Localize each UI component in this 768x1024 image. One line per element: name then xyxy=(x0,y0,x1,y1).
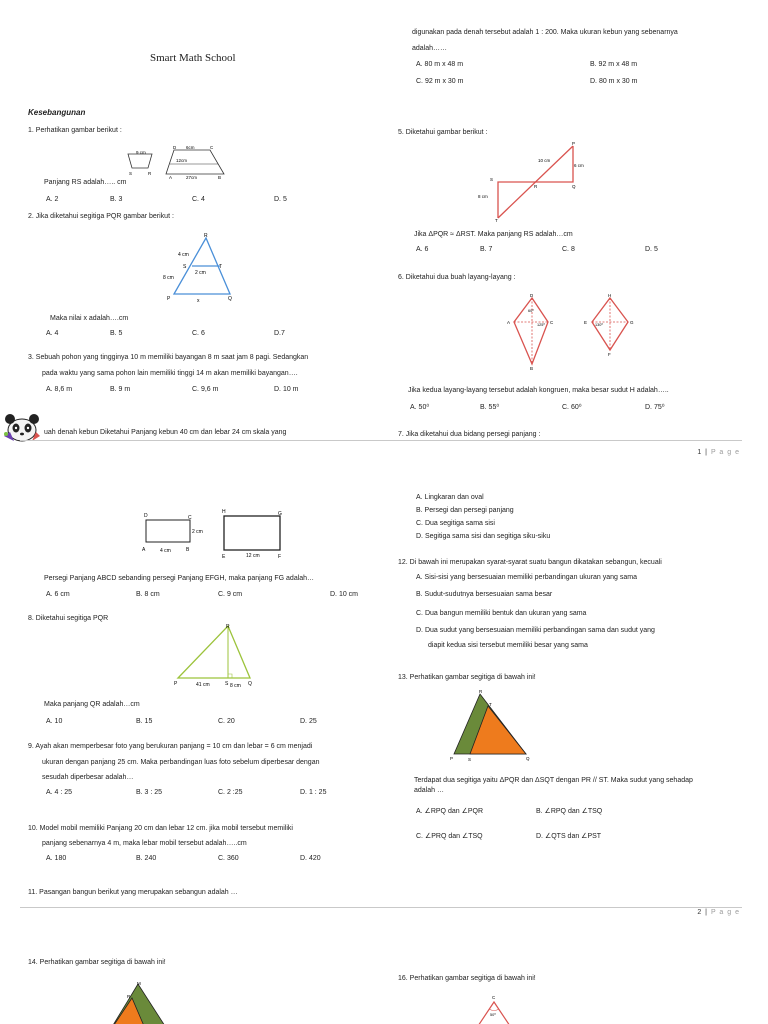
q6-label-h: H xyxy=(608,293,612,298)
q13-line1: Terdapat dua segitiga yaitu ΔPQR dan ΔSQT dengan PR // ST. Maka sudut yang sehadap xyxy=(414,777,693,784)
q5-label-6cm: 6 cm xyxy=(574,163,584,168)
q7-label-h: H xyxy=(222,509,226,515)
q6-label-g: G xyxy=(630,320,634,325)
q10-line1: 10. Model mobil memiliki Panjang 20 cm dan lebar 12 cm. jika mobil tersebut memiliki xyxy=(28,825,293,832)
q2-option-a[interactable]: A. 4 xyxy=(46,330,59,337)
q13-label-s: S xyxy=(468,757,472,762)
q5-question: Jika ΔPQR ≈ ΔRST. Maka panjang RS adalah…cm xyxy=(414,231,573,238)
q8-label-r: R xyxy=(226,624,230,630)
q2-label-q: Q xyxy=(228,296,232,302)
q4-stem: uah denah kebun Diketahui Panjang kebun 40 cm dan lebar 24 cm skala yang xyxy=(44,429,287,436)
q1-label-6cm: 6cm xyxy=(186,145,195,150)
q2-label-r: R xyxy=(204,233,208,239)
q5-option-d[interactable]: D. 5 xyxy=(645,246,658,253)
q12-option-d-cont: diapit kedua sisi tersebut memiliki besar yang sama xyxy=(428,642,588,649)
q13-option-c[interactable]: C. ∠PRQ dan ∠TSQ xyxy=(416,833,483,840)
q9-option-b[interactable]: B. 3 : 25 xyxy=(136,789,163,796)
q13-triangle-figure xyxy=(446,686,536,762)
q6-option-b[interactable]: B. 55⁰ xyxy=(480,404,500,411)
q7-label-e: E xyxy=(222,554,226,560)
q11-option-a[interactable]: A. Lingkaran dan oval xyxy=(416,494,484,501)
q14-triangle-figure xyxy=(110,980,170,1024)
q11-option-d[interactable]: D. Segitiga sama sisi dan segitiga siku-siku xyxy=(416,533,551,540)
q7-label-12cm: 12 cm xyxy=(246,553,260,559)
q9-line1: 9. Ayah akan memperbesar foto yang berukuran panjang = 10 cm dan lebar = 6 cm menjadi xyxy=(28,743,313,750)
q12-stem: 12. Di bawah ini merupakan syarat-syarat suatu bangun dikatakan sebangun, kecuali xyxy=(398,559,662,566)
q8-label-p: P xyxy=(174,681,178,687)
q6-kites-figure xyxy=(500,290,650,372)
q5-option-c[interactable]: C. 8 xyxy=(562,246,575,253)
q1-label-d: D xyxy=(173,145,177,150)
page2-number xyxy=(697,909,740,916)
q5-option-b[interactable]: B. 7 xyxy=(480,246,493,253)
q7-label-a: A xyxy=(142,547,146,553)
q8-label-s: S xyxy=(225,681,229,687)
q10-option-c[interactable]: C. 360 xyxy=(218,855,239,862)
q1-question: Panjang RS adalah….. cm xyxy=(44,179,127,186)
q2-option-b[interactable]: B. 5 xyxy=(110,330,123,337)
page2-label: P a g e xyxy=(710,909,740,916)
q8-label-8cm: 8 cm xyxy=(230,683,241,689)
q7-option-d[interactable]: D. 10 cm xyxy=(330,591,359,598)
q8-label-q: Q xyxy=(248,681,252,687)
q2-triangle-figure xyxy=(160,232,240,304)
q16-stem: 16. Perhatikan gambar segitiga di bawah ini! xyxy=(398,975,536,982)
q1-label-s: S xyxy=(129,171,133,176)
q5-label-r: R xyxy=(534,184,538,189)
q11-option-b[interactable]: B. Persegi dan persegi panjang xyxy=(416,507,514,514)
q4-option-a[interactable]: A. 80 m x 48 m xyxy=(416,61,464,68)
q1-stem: 1. Perhatikan gambar berikut : xyxy=(28,127,122,134)
q5-label-q: Q xyxy=(572,184,576,189)
q5-label-s: S xyxy=(490,177,494,182)
q7-label-4cm: 4 cm xyxy=(160,548,171,554)
q5-triangles-figure xyxy=(470,140,590,222)
q12-option-a[interactable]: A. Sisi-sisi yang bersesuaian memiliki perbandingan ukuran yang sama xyxy=(416,574,638,581)
q2-option-c[interactable]: C. 6 xyxy=(192,330,205,337)
section-title: Kesebangunan xyxy=(28,108,86,117)
panda-mascot-icon xyxy=(2,408,42,442)
q10-option-b[interactable]: B. 240 xyxy=(136,855,157,862)
q16-triangle-figure xyxy=(470,992,520,1024)
q14-stem: 14. Perhatikan gambar segitiga di bawah ini! xyxy=(28,959,166,966)
q1-label-27cm: 27cm xyxy=(186,175,198,180)
page1-divider xyxy=(20,440,742,441)
q7-label-d: D xyxy=(144,513,148,519)
q8-triangle-figure xyxy=(170,620,260,692)
q12-option-c[interactable]: C. Dua bangun memiliki bentuk dan ukuran yang sama xyxy=(416,610,587,617)
q8-option-d[interactable]: D. 25 xyxy=(300,718,317,725)
q11-option-c[interactable]: C. Dua segitiga sama sisi xyxy=(416,520,495,527)
q8-option-a[interactable]: A. 10 xyxy=(46,718,63,725)
q3-option-b[interactable]: B. 9 m xyxy=(110,386,131,393)
q4-option-c[interactable]: C. 92 m x 30 m xyxy=(416,78,464,85)
q7-option-a[interactable]: A. 6 cm xyxy=(46,591,70,598)
q6-stem: 6. Diketahui dua buah layang-layang : xyxy=(398,274,516,281)
page1-number xyxy=(697,449,740,456)
q5-label-8cm: 8 cm xyxy=(478,194,488,199)
q10-option-d[interactable]: D. 420 xyxy=(300,855,321,862)
q4-continuation-line1: digunakan pada denah tersebut adalah 1 : 200. Maka ukuran kebun yang sebenarnya xyxy=(412,29,678,36)
q6-label-125: 125⁰ xyxy=(537,323,545,327)
q13-option-a[interactable]: A. ∠RPQ dan ∠PQR xyxy=(416,808,484,815)
q7-option-c[interactable]: C. 9 cm xyxy=(218,591,243,598)
q2-label-4cm: 4 cm xyxy=(178,252,189,258)
q13-stem: 13. Perhatikan gambar segitiga di bawah ini! xyxy=(398,674,536,681)
q13-label-p: P xyxy=(450,756,454,761)
q3-line2: pada waktu yang sama pohon lain memiliki tinggi 14 m akan memiliki bayangan…. xyxy=(42,370,298,377)
q1-option-b[interactable]: B. 3 xyxy=(110,196,123,203)
q11-stem: 11. Pasangan bangun berikut yang merupakan sebangun adalah … xyxy=(28,889,238,896)
q2-question: Maka nilai x adalah….cm xyxy=(50,315,129,322)
q1-label-12cm: 12cm xyxy=(176,158,188,163)
q4-continuation-line2: adalah…… xyxy=(412,45,448,52)
q5-stem: 5. Diketahui gambar berikut : xyxy=(398,129,488,136)
q1-option-a[interactable]: A. 2 xyxy=(46,196,59,203)
q3-option-a[interactable]: A. 8,6 m xyxy=(46,386,73,393)
q9-option-a[interactable]: A. 4 : 25 xyxy=(46,789,73,796)
q6-label-130: 130⁰ xyxy=(595,323,603,327)
page2-number-value: 2 | xyxy=(697,909,711,916)
q13-line2: adalah … xyxy=(414,787,444,794)
q4-option-d[interactable]: D. 80 m x 30 m xyxy=(590,78,638,85)
q6-label-b: B xyxy=(530,366,534,371)
q1-option-c[interactable]: C. 4 xyxy=(192,196,205,203)
q6-label-c: C xyxy=(550,320,554,325)
q16-label-c: C xyxy=(492,995,496,1000)
q6-label-e: E xyxy=(584,320,588,325)
q16-label-50: 50⁰ xyxy=(490,1013,496,1017)
q7-label-2cm: 2 cm xyxy=(192,529,203,535)
q7-label-f: F xyxy=(278,554,282,560)
q2-label-p: P xyxy=(167,296,171,302)
q14-label-r: R xyxy=(127,994,131,999)
q9-option-d[interactable]: D. 1 : 25 xyxy=(300,789,327,796)
q7-option-b[interactable]: B. 8 cm xyxy=(136,591,160,598)
q6-question: Jika kedua layang-layang tersebut adalah kongruen, maka besar sudut H adalah….. xyxy=(408,387,669,394)
q3-option-c[interactable]: C. 9,6 m xyxy=(192,386,219,393)
q7-label-c: C xyxy=(188,515,192,521)
q14-label-m: M xyxy=(137,981,141,986)
q2-label-x: x xyxy=(197,298,200,304)
q6-label-f: F xyxy=(608,352,611,357)
q1-option-d[interactable]: D. 5 xyxy=(274,196,287,203)
q12-option-d[interactable]: D. Dua sudut yang bersesuaian memiliki perbandingan sama dan sudut yang xyxy=(416,627,655,634)
q7-rectangles-figure xyxy=(140,506,290,560)
q1-label-c: C xyxy=(210,145,214,150)
q13-label-t: T xyxy=(489,702,492,707)
q6-label-d: D xyxy=(530,293,534,298)
q8-option-b[interactable]: B. 15 xyxy=(136,718,153,725)
q5-label-t: T xyxy=(495,218,498,222)
q1-label-b: B xyxy=(218,175,222,180)
q6-option-d[interactable]: D. 75⁰ xyxy=(645,404,665,411)
q7-stem: 7. Jika diketahui dua bidang persegi panjang : xyxy=(398,431,541,438)
q5-label-10cm: 10 cm xyxy=(538,158,551,163)
q6-label-60: 60⁰ xyxy=(528,309,534,313)
q2-label-8cm: 8 cm xyxy=(163,275,174,281)
q5-option-a[interactable]: A. 6 xyxy=(416,246,429,253)
q9-option-c[interactable]: C. 2 :25 xyxy=(218,789,243,796)
q8-question: Maka panjang QR adalah…cm xyxy=(44,701,140,708)
q2-stem: 2. Jika diketahui segitiga PQR gambar berikut : xyxy=(28,213,174,220)
q7-label-b: B xyxy=(186,547,190,553)
q7-label-g: G xyxy=(278,511,282,517)
q12-option-b[interactable]: B. Sudut-sudutnya bersesuaian sama besar xyxy=(416,591,553,598)
q2-label-t: T xyxy=(219,264,223,270)
q4-option-b[interactable]: B. 92 m x 48 m xyxy=(590,61,638,68)
q3-line1: 3. Sebuah pohon yang tingginya 10 m memiliki bayangan 8 m saat jam 8 pagi. Sedangkan xyxy=(28,354,309,361)
q9-line2: ukuran dengan panjang 25 cm. Maka perbandingan luas foto sebelum diperbesar dengan xyxy=(42,759,320,766)
q6-option-c[interactable]: C. 60⁰ xyxy=(562,404,582,411)
q13-label-q: Q xyxy=(526,756,530,761)
q7-question: Persegi Panjang ABCD sebanding persegi Panjang EFGH, maka panjang FG adalah… xyxy=(44,575,315,582)
q2-label-s: S xyxy=(183,264,187,270)
school-title: Smart Math School xyxy=(150,52,236,64)
q1-trapezoid-figure xyxy=(120,142,230,182)
q3-option-d[interactable]: D. 10 m xyxy=(274,386,299,393)
q13-option-d[interactable]: D. ∠QTS dan ∠PST xyxy=(536,833,602,840)
q8-option-c[interactable]: C. 20 xyxy=(218,718,235,725)
q8-label-41cm: 41 cm xyxy=(196,682,210,688)
q5-label-p: P xyxy=(572,141,576,146)
q10-option-a[interactable]: A. 180 xyxy=(46,855,67,862)
q9-line3: sesudah diperbesar adalah… xyxy=(42,774,134,781)
q6-label-a: A xyxy=(507,320,511,325)
q2-label-2cm: 2 cm xyxy=(195,270,206,276)
page1-label: P a g e xyxy=(710,449,740,456)
q13-label-r: R xyxy=(479,689,483,694)
q10-line2: panjang sebenarnya 4 m, maka lebar mobil tersebut adalah…..cm xyxy=(42,840,247,847)
q1-label-a: A xyxy=(169,175,173,180)
q13-option-b[interactable]: B. ∠RPQ dan ∠TSQ xyxy=(536,808,603,815)
q2-option-d[interactable]: D.7 xyxy=(274,330,285,337)
q8-stem: 8. Diketahui segitiga PQR xyxy=(28,615,109,622)
page1-number-value: 1 | xyxy=(697,449,711,456)
q1-label-r: R xyxy=(148,171,152,176)
q1-label-9cm: 9 cm xyxy=(136,150,146,155)
page2-divider xyxy=(20,907,742,908)
q6-option-a[interactable]: A. 50⁰ xyxy=(410,404,430,411)
